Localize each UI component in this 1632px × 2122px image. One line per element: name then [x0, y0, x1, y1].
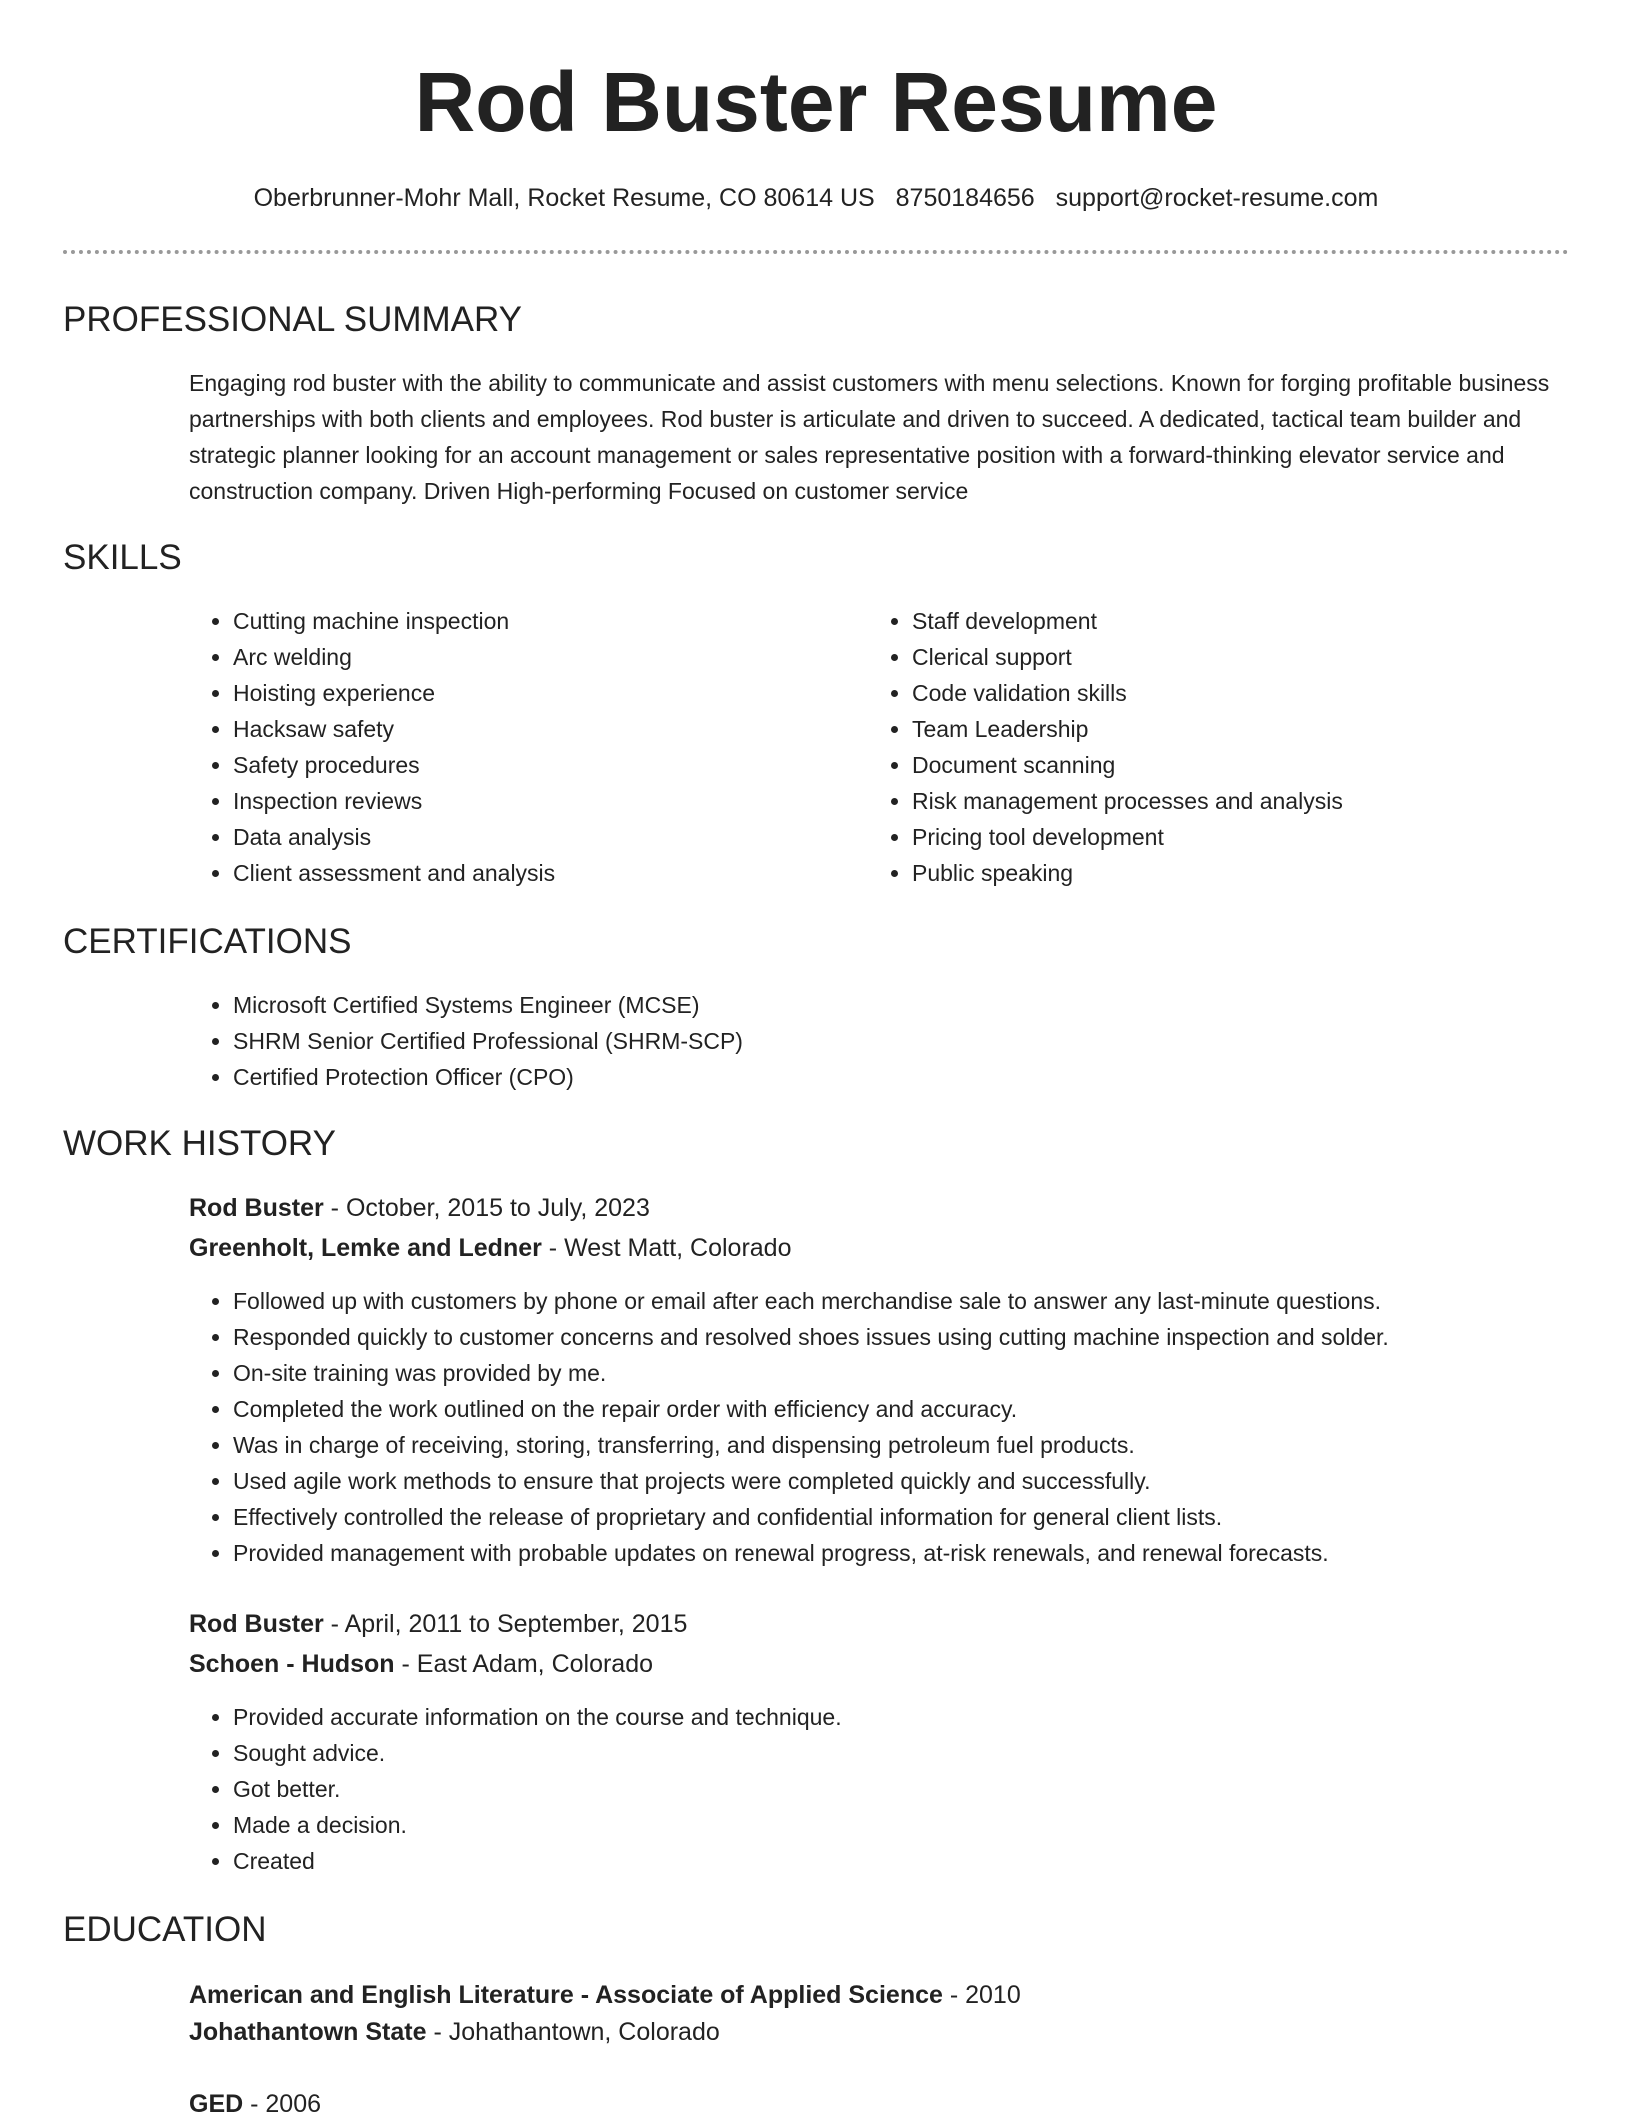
skill-item: • Hoisting experience — [233, 675, 853, 711]
education-heading: EDUCATION — [63, 1910, 267, 1949]
degree-line — [189, 1977, 1021, 2013]
work-history-heading: WORK HISTORY — [63, 1124, 336, 1163]
skill-item: • Code validation skills — [912, 675, 1592, 711]
job-location: - West Matt, Colorado — [541, 1234, 792, 1262]
job-duties-list — [189, 1699, 1613, 1879]
header-divider — [63, 250, 1569, 254]
skills-list-left — [189, 603, 853, 891]
duty-item: • Used agile work methods to ensure that projects were completed quickly and successfully. — [233, 1463, 1613, 1499]
job-role: Rod Buster — [189, 1610, 324, 1638]
degree-year: - 2006 — [243, 2090, 322, 2118]
skill-item: • Public speaking — [912, 855, 1592, 891]
school-line — [189, 2014, 720, 2050]
duty-item: • Created — [233, 1843, 1613, 1879]
duty-item: • Was in charge of receiving, storing, transferring, and dispensing petroleum fuel products. — [233, 1427, 1613, 1463]
skill-item: • Data analysis — [233, 819, 853, 855]
job-title-line — [189, 1190, 650, 1226]
degree-name: American and English Literature - Associate of Applied Science — [189, 1981, 943, 2009]
skill-item: • Arc welding — [233, 639, 853, 675]
degree-name: GED — [189, 2090, 244, 2118]
job-dates: - October, 2015 to July, 2023 — [323, 1194, 650, 1222]
school-location: - Johathantown, Colorado — [426, 2018, 720, 2046]
phone-text: 8750184656 — [895, 184, 1035, 212]
duty-item: • Got better. — [233, 1771, 1613, 1807]
resume-title: Rod Buster Resume — [414, 55, 1218, 149]
skill-item: • Client assessment and analysis — [233, 855, 853, 891]
degree-line — [189, 2086, 321, 2122]
job-company-line — [189, 1230, 791, 1266]
job-location: - East Adam, Colorado — [394, 1650, 654, 1678]
skill-item: • Pricing tool development — [912, 819, 1592, 855]
skill-item: • Cutting machine inspection — [233, 603, 853, 639]
skill-item: • Inspection reviews — [233, 783, 853, 819]
certification-item: • Certified Protection Officer (CPO) — [233, 1059, 1613, 1095]
skills-list-right — [868, 603, 1592, 891]
job-duties-list — [189, 1283, 1613, 1571]
duty-item: • Followed up with customers by phone or email after each merchandise sale to answer any last-minute questions. — [233, 1283, 1613, 1319]
skill-item: • Safety procedures — [233, 747, 853, 783]
job-dates: - April, 2011 to September, 2015 — [323, 1610, 688, 1638]
job-role: Rod Buster — [189, 1194, 324, 1222]
certifications-list — [189, 987, 1613, 1095]
skill-item: • Risk management processes and analysis — [912, 783, 1592, 819]
duty-item: • Provided accurate information on the course and technique. — [233, 1699, 1613, 1735]
degree-year: - 2010 — [942, 1981, 1021, 2009]
job-company: Greenholt, Lemke and Ledner — [189, 1234, 542, 1262]
duty-item: • Responded quickly to customer concerns and resolved shoes issues using cutting machine inspection and solder. — [233, 1319, 1613, 1355]
skill-item: • Staff development — [912, 603, 1592, 639]
school-name: Johathantown State — [189, 2018, 427, 2046]
job-title-line — [189, 1606, 687, 1642]
skill-item: • Clerical support — [912, 639, 1592, 675]
address-text: Oberbrunner-Mohr Mall, Rocket Resume, CO 80614 US — [253, 184, 875, 212]
duty-item: • Provided management with probable updates on renewal progress, at-risk renewals, and renewal forecasts. — [233, 1535, 1613, 1571]
certification-item: • Microsoft Certified Systems Engineer (MCSE) — [233, 987, 1613, 1023]
email-link[interactable]: support@rocket-resume.com — [1055, 184, 1379, 212]
contact-line — [0, 181, 1632, 215]
skill-item: • Document scanning — [912, 747, 1592, 783]
certification-item: • SHRM Senior Certified Professional (SHRM-SCP) — [233, 1023, 1613, 1059]
skill-item: • Hacksaw safety — [233, 711, 853, 747]
skill-item: • Team Leadership — [912, 711, 1592, 747]
job-company-line — [189, 1646, 653, 1682]
summary-text: Engaging rod buster with the ability to communicate and assist customers with menu selections. Known for forging profitable business partnerships with both clients and employees. Rod buster is articulate and driven to succeed. A dedicated, tactical team builder and strategic planner looking for an account management or sales representative position with a forward-thinking elevator service and construction company. Driven High-performing Focused on customer service — [189, 370, 1550, 504]
duty-item: • Made a decision. — [233, 1807, 1613, 1843]
duty-item: • Effectively controlled the release of proprietary and confidential information for general client lists. — [233, 1499, 1613, 1535]
duty-item: • Sought advice. — [233, 1735, 1613, 1771]
skills-heading: SKILLS — [63, 538, 182, 577]
certifications-heading: CERTIFICATIONS — [63, 922, 352, 961]
job-company: Schoen - Hudson — [189, 1650, 395, 1678]
duty-item: • Completed the work outlined on the repair order with efficiency and accuracy. — [233, 1391, 1613, 1427]
duty-item: • On-site training was provided by me. — [233, 1355, 1613, 1391]
summary-heading: PROFESSIONAL SUMMARY — [63, 300, 522, 339]
